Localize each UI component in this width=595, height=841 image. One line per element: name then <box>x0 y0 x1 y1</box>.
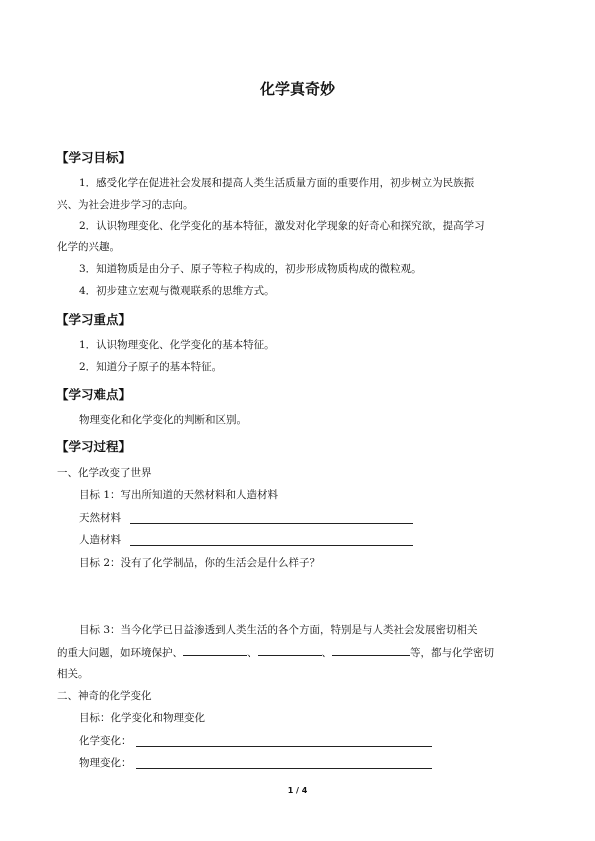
goal-item-1b: 兴、为社会进步学习的志向。 <box>57 199 194 211</box>
keypoint-item-1: 1．认识物理变化、化学变化的基本特征。 <box>79 339 275 351</box>
artificial-material-blank[interactable] <box>130 545 413 546</box>
goal-item-2a: 2．认识物理变化、化学变化的基本特征，激发对化学现象的好奇心和探究欲，提高学习 <box>79 220 485 232</box>
chemical-change-label: 化学变化： <box>79 735 132 747</box>
goal3-sep-1: 、 <box>247 647 258 659</box>
natural-material-label: 天然材料 <box>79 512 121 524</box>
chemical-change-blank[interactable] <box>136 746 432 747</box>
part1-goal3-line2 <box>57 645 494 660</box>
goal3-blank-1[interactable] <box>183 645 247 656</box>
part1-goal3-line3: 相关。 <box>57 668 89 680</box>
artificial-material-label: 人造材料 <box>79 534 121 546</box>
part2-title: 二、神奇的化学变化 <box>57 690 152 702</box>
goal-item-4: 4．初步建立宏观与微观联系的思维方式。 <box>79 285 275 297</box>
goal3-blank-3[interactable] <box>332 645 410 656</box>
goal3-blank-2[interactable] <box>258 645 322 656</box>
difficulty-text: 物理变化和化学变化的判断和区别。 <box>79 414 247 426</box>
physical-change-label: 物理变化： <box>79 757 132 769</box>
keypoint-item-2: 2．知道分子原子的基本特征。 <box>79 361 223 373</box>
goal-item-3: 3．知道物质是由分子、原子等粒子构成的，初步形成物质构成的微粒观。 <box>79 263 422 275</box>
section-heading-goals: 【学习目标】 <box>56 150 132 165</box>
part1-goal2: 目标 2：没有了化学制品，你的生活会是什么样子？ <box>79 557 321 569</box>
section-heading-difficulties: 【学习难点】 <box>56 387 132 402</box>
page-number: 1 / 4 <box>287 786 308 795</box>
goal3-line2-suffix: 等，都与化学密切 <box>410 647 494 659</box>
physical-change-blank[interactable] <box>136 768 432 769</box>
goal3-sep-2: 、 <box>321 647 332 659</box>
goal3-line2-prefix: 的重大问题，如环境保护、 <box>57 647 183 659</box>
goal-item-1a: 1．感受化学在促进社会发展和提高人类生活质量方面的重要作用，初步树立为民族振 <box>79 177 475 189</box>
section-heading-keypoints: 【学习重点】 <box>56 312 132 327</box>
page-title: 化学真奇妙 <box>259 80 335 98</box>
part2-goal: 目标：化学变化和物理变化 <box>79 712 205 724</box>
section-heading-process: 【学习过程】 <box>56 439 132 454</box>
part1-title: 一、化学改变了世界 <box>57 467 152 479</box>
part1-goal1: 目标 1：写出所知道的天然材料和人造材料 <box>79 489 279 501</box>
goal-item-2b: 化学的兴趣。 <box>57 241 120 253</box>
part1-goal3-line1: 目标 3：当今化学已日益渗透到人类生活的各个方面，特别是与人类社会发展密切相关 <box>79 624 478 636</box>
natural-material-blank[interactable] <box>130 523 413 524</box>
